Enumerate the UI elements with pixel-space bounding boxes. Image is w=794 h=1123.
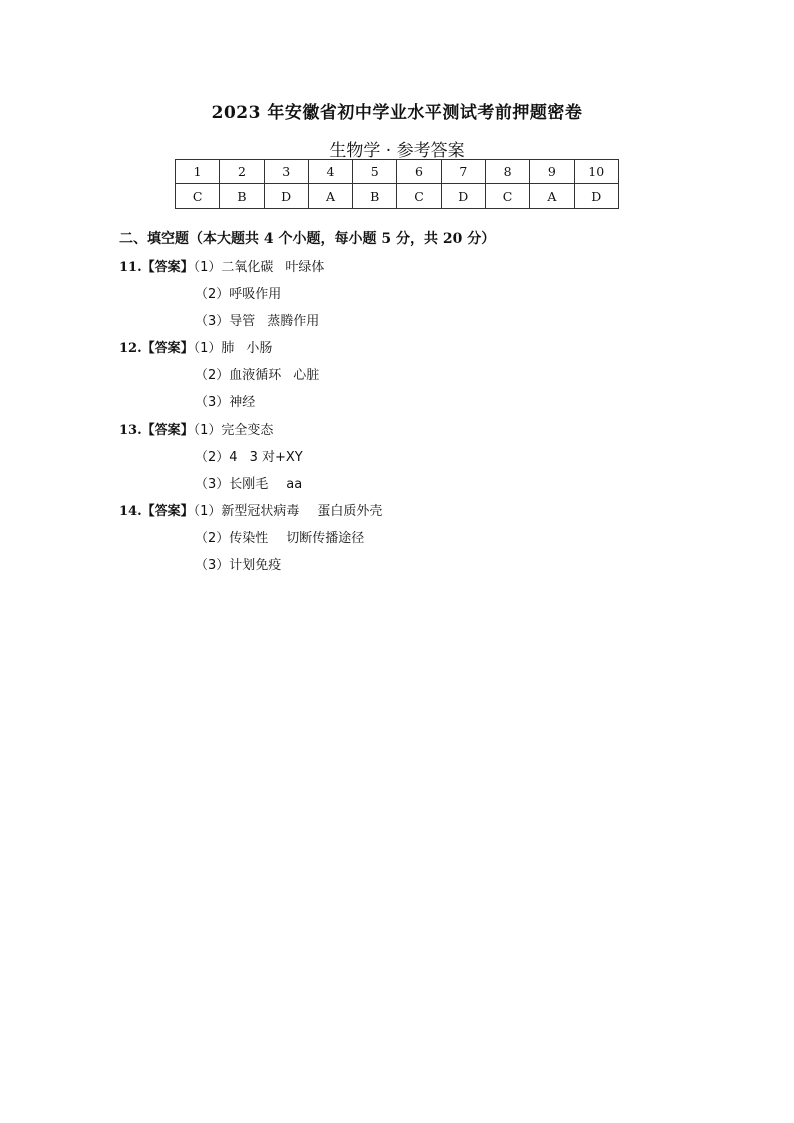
answer-row	[176, 184, 619, 209]
part-number: （3）	[195, 395, 230, 410]
answer-cell: C	[485, 184, 529, 209]
question-13-part-2	[195, 448, 303, 468]
question-number-cell: 10	[574, 160, 619, 184]
question-14-part-1	[119, 502, 382, 522]
question-14-part-2	[195, 529, 364, 549]
answer-text: 神经	[229, 395, 256, 410]
question-12-part-2	[195, 366, 319, 386]
answer-text: 4	[229, 450, 238, 465]
question-label: 12.【答案】	[119, 341, 194, 356]
answer-text: 蒸腾作用	[267, 314, 320, 329]
section-heading: 二、填空题（本大题共 4 个小题，每小题 5 分，共 20 分）	[119, 231, 496, 247]
question-number-row	[176, 160, 619, 184]
answer-cell: B	[220, 184, 264, 209]
answer-text: 导管	[229, 314, 256, 329]
answer-text: 肺	[221, 341, 235, 356]
answer-text: 血液循环	[229, 368, 282, 383]
answer-cell: C	[397, 184, 441, 209]
answer-text: 切断传播途径	[286, 531, 365, 546]
part-number: （2）	[195, 287, 230, 302]
answer-cell: D	[264, 184, 308, 209]
question-11-part-2	[195, 285, 281, 305]
part-number: （3）	[195, 558, 230, 573]
answer-cell: D	[441, 184, 485, 209]
part-number: （2）	[195, 368, 230, 383]
question-number-cell: 3	[264, 160, 308, 184]
question-number-cell: 4	[308, 160, 352, 184]
part-number: （1）	[193, 504, 222, 519]
question-number-cell: 5	[353, 160, 397, 184]
question-number-cell: 2	[220, 160, 264, 184]
answer-cell: D	[574, 184, 619, 209]
answer-text: aa	[286, 477, 303, 492]
question-number-cell: 8	[485, 160, 529, 184]
answer-text: 小肠	[246, 341, 273, 356]
answer-text: 传染性	[229, 531, 269, 546]
question-number-cell: 9	[530, 160, 574, 184]
choice-answer-table	[175, 159, 619, 209]
answer-cell: A	[530, 184, 574, 209]
part-number: （2）	[195, 531, 230, 546]
question-12-part-3	[195, 393, 255, 413]
question-label: 11.【答案】	[119, 260, 194, 275]
question-13-part-1	[119, 421, 273, 441]
answer-text: 长刚毛	[229, 477, 269, 492]
question-11-part-3	[195, 312, 319, 332]
part-number: （3）	[195, 314, 230, 329]
answer-text: 蛋白质外壳	[317, 504, 383, 519]
answer-text: 叶绿体	[285, 260, 325, 275]
question-12-part-1	[119, 339, 272, 359]
answer-text: 计划免疫	[229, 558, 282, 573]
part-number: （3）	[195, 477, 230, 492]
question-label: 13.【答案】	[119, 423, 194, 438]
question-number-cell: 7	[441, 160, 485, 184]
answer-text: 呼吸作用	[229, 287, 282, 302]
question-13-part-3	[195, 475, 302, 495]
answer-text: 心脏	[293, 368, 320, 383]
page-subtitle: 生物学 · 参考答案	[329, 141, 465, 161]
answer-cell: C	[176, 184, 220, 209]
part-number: （2）	[195, 450, 230, 465]
answer-text: 二氧化碳	[221, 260, 274, 275]
page-title: 2023 年安徽省初中学业水平测试考前押题密卷	[211, 103, 583, 123]
answer-text: 新型冠状病毒	[221, 504, 300, 519]
question-11-part-1	[119, 258, 324, 278]
answer-cell: A	[308, 184, 352, 209]
part-number: （1）	[193, 260, 222, 275]
answer-text: 3 对+XY	[249, 450, 303, 465]
answer-cell: B	[353, 184, 397, 209]
question-label: 14.【答案】	[119, 504, 194, 519]
answer-text: 完全变态	[221, 423, 274, 438]
part-number: （1）	[193, 423, 222, 438]
question-number-cell: 1	[176, 160, 220, 184]
part-number: （1）	[193, 341, 222, 356]
question-number-cell: 6	[397, 160, 441, 184]
question-14-part-3	[195, 556, 281, 576]
